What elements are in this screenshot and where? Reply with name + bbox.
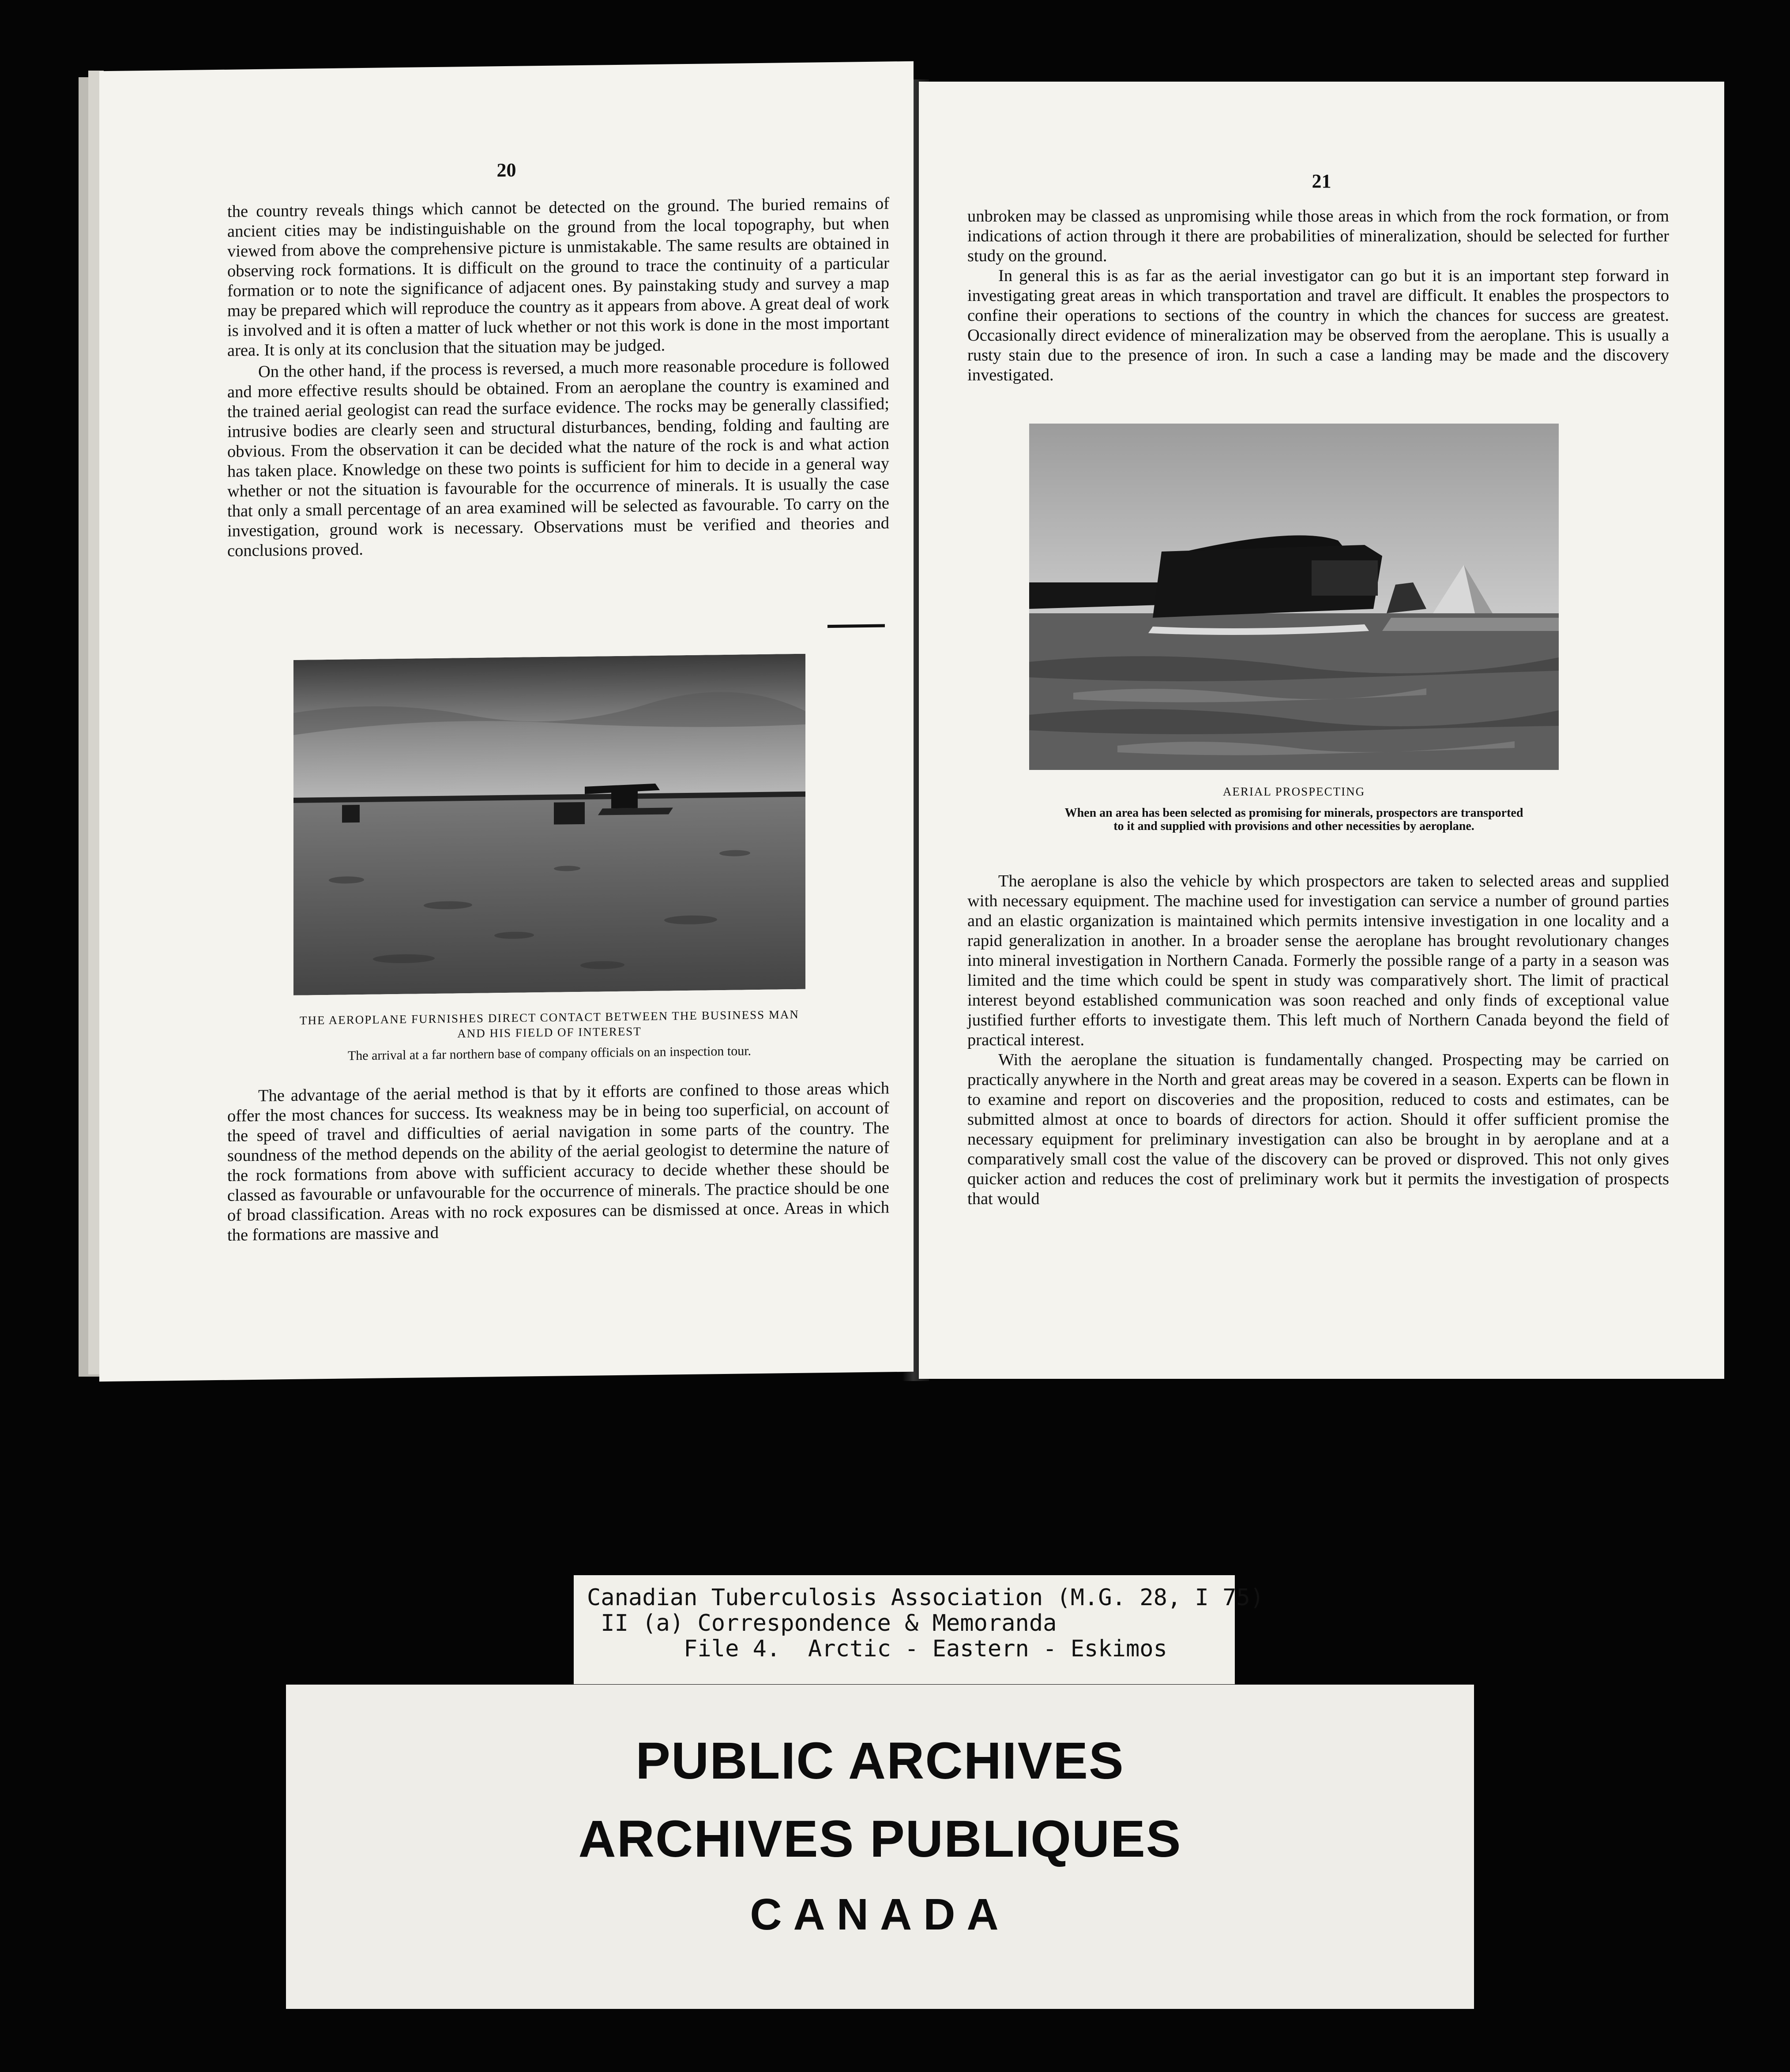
stamp-line-french: ARCHIVES PUBLIQUES [578, 1810, 1182, 1868]
left-page [99, 61, 914, 1382]
paragraph: unbroken may be classed as unpromising while those areas in which from the rock formation, or from indications of action through it there are probabilities of mineralization, should be selected for further study on the ground. [967, 207, 1669, 265]
paragraph: On the other hand, if the process is reversed, a much more reasonable procedure is followed and more effective results should be obtained. From an aeroplane the country is examined and the trained aerial geologist can read the surface evidence. The rocks may be generally classified; intrusive bodies are clearly seen and structural disturbances, bending, folding and faulting are obvious. From the observation it can be decided what the nature of the rock is and what action has taken place. Knowledge on these two points is sufficient for him to decide in a general way whether or not the situation is favourable for the occurrence of minerals. It is usually the case that only a small percentage of an area examined will be selected as favourable. To carry on the investigation, ground work is necessary. Observations must be verified and theories and conclusions proved. [227, 355, 889, 560]
file-label-line: Canadian Tuberculosis Association (M.G. 28, I 75) [587, 1584, 1264, 1611]
section-rule [827, 624, 885, 628]
paragraph: With the aeroplane the situation is fundamentally changed. Prospecting may be carried on practically anywhere in the North and great areas may be covered in a season. Experts can be flown in to examine and report on discoveries and the proposition, reduced to costs and estimates, can be submitted almost at once to boards of directors for action. Should it offer sufficient promise the necessary equipment for preliminary investigation can also be brought in by aeroplane and at a comparatively small cost the value of the discovery can be proved or disproved. This not only gives quicker action and reduces the cost of preliminary work but it permits the investigation of prospects that would [967, 1051, 1669, 1208]
figure-photo-seaplane-arrival [293, 654, 805, 995]
figure-title: AERIAL PROSPECTING [1222, 785, 1365, 798]
right-page [919, 82, 1724, 1379]
body-text-bottom [227, 1078, 889, 1245]
body-text-top [967, 206, 1669, 385]
figure-caption: The arrival at a far northern base of company officials on an inspection tour. [347, 1044, 752, 1063]
figure-photo-aerial-prospecting [1029, 424, 1559, 770]
figure-title: THE AEROPLANE FURNISHES DIRECT CONTACT BETWEEN THE BUSINESS MAN AND HIS FIELD OF INTEREST [300, 1007, 799, 1040]
figure-caption: When an area has been selected as promising for minerals, prospectors are transported to it and supplied with provisions and other necessities by aeroplane. [1064, 806, 1523, 833]
body-text-bottom [967, 871, 1669, 1209]
body-text-top [227, 194, 889, 561]
paragraph: The advantage of the aerial method is that by it efforts are confined to those areas which offer the most chances for success. Its weakness may be in being too superficial, on account of the speed of travel and difficulties of aerial navigation in some parts of the country. The soundness of the method depends on the ability of the aerial geologist to determine the nature of the rock formations from above with sufficient accuracy to decide whether these should be classed as favourable or unfavourable for the occurrence of minerals. The practice should be one of broad classification. Areas with no rock exposures can be dismissed at once. Areas in which the formations are massive and [227, 1079, 889, 1245]
page-number: 21 [1312, 170, 1331, 192]
file-label-line: File 4. Arctic - Eastern - Eskimos [587, 1636, 1167, 1662]
aerial-prospecting-image [1029, 424, 1559, 770]
public-archives-stamp [286, 1685, 1474, 2009]
paragraph: The aeroplane is also the vehicle by which prospectors are taken to selected areas and supplied with necessary equipment. The machine used for investigation can service a number of ground parties and an elastic organization is maintained which permits intensive investigation in one locality and a rapid generalization in another. In a broader sense the aeroplane has brought revolutionary changes into mineral investigation in Northern Canada. Formerly the possible range of a party in a season was limited and the time which could be spent in study was comparatively short. The limit of practical interest beyond established communication was soon reached and only finds of exceptional value justified further efforts to investigate them. This left much of Northern Canada beyond the field of practical interest. [967, 872, 1669, 1049]
paragraph: the country reveals things which cannot be detected on the ground. The buried remains of ancient cities may be indistinguishable on the ground from the local topography, but when viewed from above the comprehensive picture is unmistakable. The same results are obtained in observing rock formations. It is difficult on the ground to trace the continuity of a particular formation or to note the significance of adjacent ones. By painstaking study and survey a map may be prepared which will reproduce the country as it appears from above. A great deal of work is involved and it is often a matter of luck whether or not this work is done in the most important area. It is only at its conclusion that the situation may be judged. [227, 194, 889, 360]
page-number: 20 [496, 159, 516, 181]
seaplane-arrival-image [293, 654, 805, 995]
stamp-line-english: PUBLIC ARCHIVES [636, 1732, 1124, 1790]
stamp-line-country: CANADA [750, 1890, 1010, 1939]
archive-file-label [574, 1575, 1264, 1684]
file-label-line: II (a) Correspondence & Memoranda [587, 1610, 1057, 1637]
paragraph: In general this is as far as the aerial investigator can go but it is an important step forward in investigating great areas in which transportation and travel are difficult. It enables the prospectors to confine their operations to sections of the country in which the chances for success are greatest. Occasionally direct evidence of mineralization may be observed from the aeroplane. This is usually a rusty stain due to the presence of iron. In such a case a landing may be made and the discovery investigated. [967, 267, 1669, 384]
